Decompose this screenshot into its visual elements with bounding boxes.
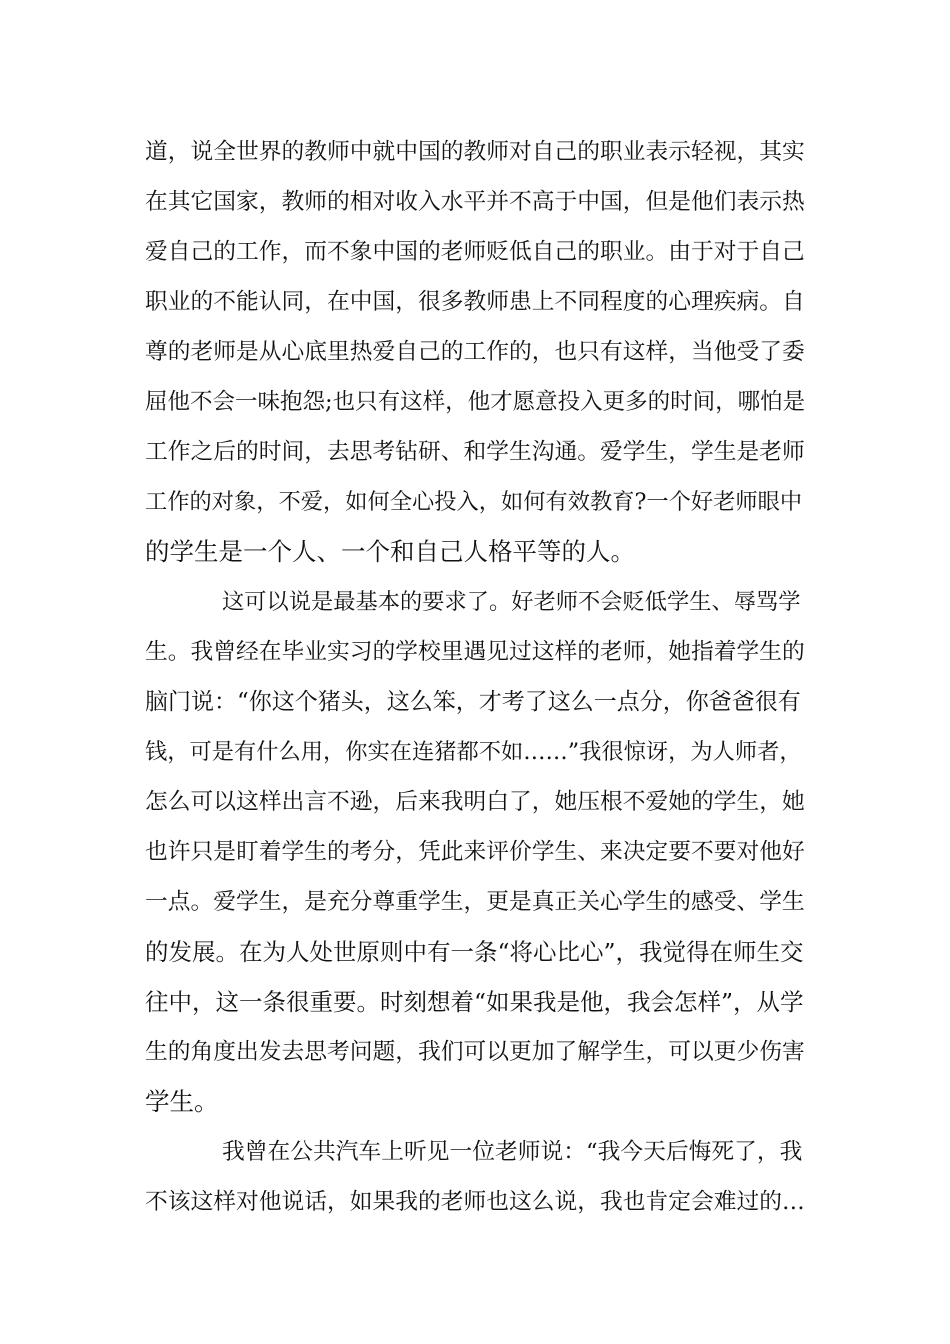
paragraph-2-line-2: 生。我曾经在毕业实习的学校里遇见过这样的老师，她指着学生的: [145, 639, 805, 665]
paragraph-2-line-5: 怎么可以这样出言不逊，后来我明白了，她压根不爱她的学生，她: [145, 789, 805, 815]
paragraph-2-line-4: 钱，可是有什么用，你实在连猪都不如……”我很惊讶，为人师者，: [145, 739, 802, 765]
paragraph-1-line-2: 在其它国家，教师的相对收入水平并不高于中国，但是他们表示热: [145, 189, 805, 215]
paragraph-2-line-7: 一点。爱学生，是充分尊重学生，更是真正关心学生的感受、学生: [145, 889, 805, 915]
paragraph-1-line-4: 职业的不能认同，在中国，很多教师患上不同程度的心理疾病。自: [145, 289, 805, 315]
paragraph-2-line-11: 学生。: [145, 1087, 219, 1116]
paragraph-3-line-1: 我曾在公共汽车上听见一位老师说：“我今天后悔死了，我: [222, 1139, 803, 1165]
paragraph-2-line-8: 的发展。在为人处世原则中有一条“将心比心”，我觉得在师生交: [145, 938, 804, 966]
paragraph-1-line-7: 工作之后的时间，去思考钻研、和学生沟通。爱学生，学生是老师: [145, 439, 805, 465]
paragraph-1-line-1: 道，说全世界的教师中就中国的教师对自己的职业表示轻视，其实: [145, 139, 805, 165]
paragraph-2-line-3: 脑门说：“你这个猪头，这么笨，才考了这么一点分，你爸爸很有: [145, 689, 801, 715]
paragraph-1-line-8: 工作的对象，不爱，如何全心投入，如何有效教育?一个好老师眼中: [145, 489, 803, 515]
paragraph-1-line-3: 爱自己的工作，而不象中国的老师贬低自己的职业。由于对于自己: [145, 239, 805, 265]
paragraph-2-line-10: 生的角度出发去思考问题，我们可以更加了解学生，可以更少伤害: [145, 1039, 805, 1065]
paragraph-2-line-1: 这可以说是最基本的要求了。好老师不会贬低学生、辱骂学: [222, 589, 801, 615]
paragraph-1-line-5: 尊的老师是从心底里热爱自己的工作的，也只有这样，当他受了委: [145, 339, 805, 365]
paragraph-2-line-6: 也许只是盯着学生的考分，凭此来评价学生、来决定要不要对他好: [145, 839, 805, 865]
paragraph-2-line-9: 往中，这一条很重要。时刻想着“如果我是他，我会怎样”，从学: [145, 988, 804, 1016]
paragraph-1-line-6: 屈他不会一味抱怨;也只有这样，他才愿意投入更多的时间，哪怕是: [145, 389, 806, 415]
paragraph-1-line-9: 的学生是一个人、一个和自己人格平等的人。: [145, 537, 635, 566]
paragraph-3-line-2: 不该这样对他说话，如果我的老师也这么说，我也肯定会难过的…: [145, 1189, 805, 1215]
